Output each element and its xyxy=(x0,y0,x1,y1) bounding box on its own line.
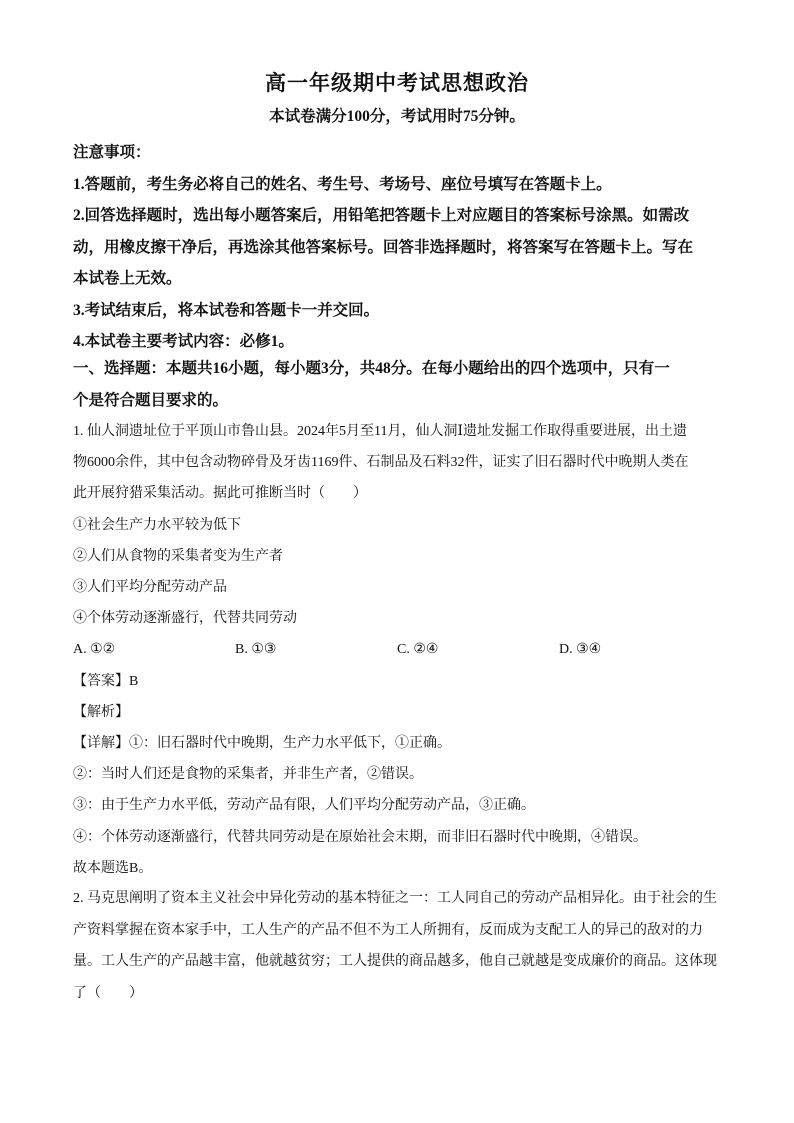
option-d: D. ③④ xyxy=(559,642,602,658)
statement-item: ①社会生产力水平较为低下 xyxy=(73,517,241,533)
section-line: 个是符合题目要求的。 xyxy=(73,391,229,409)
notice-item: 动，用橡皮擦干净后，再选涂其他答案标号。回答非选择题时，将答案写在答题卡上。写在 xyxy=(73,238,694,256)
notice-item: 本试卷上无效。 xyxy=(73,270,182,287)
analysis-line: 故本题选B。 xyxy=(73,860,153,876)
analysis-line: ③：由于生产力水平低，劳动产品有限，人们平均分配劳动产品，③正确。 xyxy=(73,798,535,814)
option-b: B. ①③ xyxy=(235,642,277,658)
notice-item: 4.本试卷主要考试内容：必修1。 xyxy=(73,333,294,350)
question-stem-line: 量。工人生产的产品越丰富，他就越贫穷；工人提供的商品越多，他自己就越是变成廉价的商品。这体现 xyxy=(73,954,717,969)
section-line: 一、选择题：本题共16小题，每小题3分，共48分。在每小题给出的四个选项中，只有一 xyxy=(73,360,670,377)
notice-item: 1.答题前，考生务必将自己的姓名、考生号、考场号、座位号填写在答题卡上。 xyxy=(73,175,612,193)
page-title: 高一年级期中考试思想政治 xyxy=(265,71,529,95)
answer-line: 【答案】B xyxy=(73,673,139,689)
section-heading xyxy=(73,353,725,416)
notice-heading: 注意事项： xyxy=(73,144,151,161)
question-stem-line: 此开展狩猎采集活动。据此可推断当时（ ） xyxy=(73,486,367,502)
notice-block xyxy=(73,137,725,358)
option-c: C. ②④ xyxy=(397,642,439,658)
question-1 xyxy=(73,416,725,884)
question-stem-line: 物6000余件，其中包含动物碎骨及牙齿1169件、石制品及石料32件，证实了旧石器时代中晚期人类在 xyxy=(73,455,689,471)
notice-item: 3.考试结束后，将本试卷和答题卡一并交回。 xyxy=(73,301,380,319)
option-a: A. ①② xyxy=(73,642,116,658)
notice-item: 2.回答选择题时，选出每小题答案后，用铅笔把答题卡上对应题目的答案标号涂黑。如需改 xyxy=(73,207,690,224)
question-2 xyxy=(73,883,725,1009)
question-stem-line: 了（ ） xyxy=(73,985,143,1001)
exam-subtitle: 本试卷满分100分，考试用时75分钟。 xyxy=(269,108,525,125)
statement-item: ③人们平均分配劳动产品 xyxy=(73,580,227,596)
question-stem-line: 产资料掌握在资本家手中，工人生产的产品不但不为工人所拥有，反而成为支配工人的异己的敌对的力 xyxy=(73,922,703,938)
statement-item: ④个体劳动逐渐盛行，代替共同劳动 xyxy=(73,611,297,627)
statement-item: ②人们从食物的采集者变为生产者 xyxy=(73,548,283,564)
question-stem-line: 1. 仙人洞遗址位于平顶山市鲁山县。2024年5月至11月，仙人洞Ⅰ遗址发掘工作取得重要进展，出土遗 xyxy=(73,424,688,439)
analysis-line: ④：个体劳动逐渐盛行，代替共同劳动是在原始社会末期，而非旧石器时代中晚期，④错误。 xyxy=(73,829,647,845)
question-stem-line: 2. 马克思阐明了资本主义社会中异化劳动的基本特征之一：工人同自己的劳动产品相异化。由于社会的生 xyxy=(73,891,717,906)
analysis-label: 【解析】 xyxy=(73,704,129,720)
answer-options xyxy=(73,634,725,665)
analysis-line: 【详解】①：旧石器时代中晚期，生产力水平低下，①正确。 xyxy=(73,736,451,752)
analysis-line: ②：当时人们还是食物的采集者，并非生产者，②错误。 xyxy=(73,767,423,783)
